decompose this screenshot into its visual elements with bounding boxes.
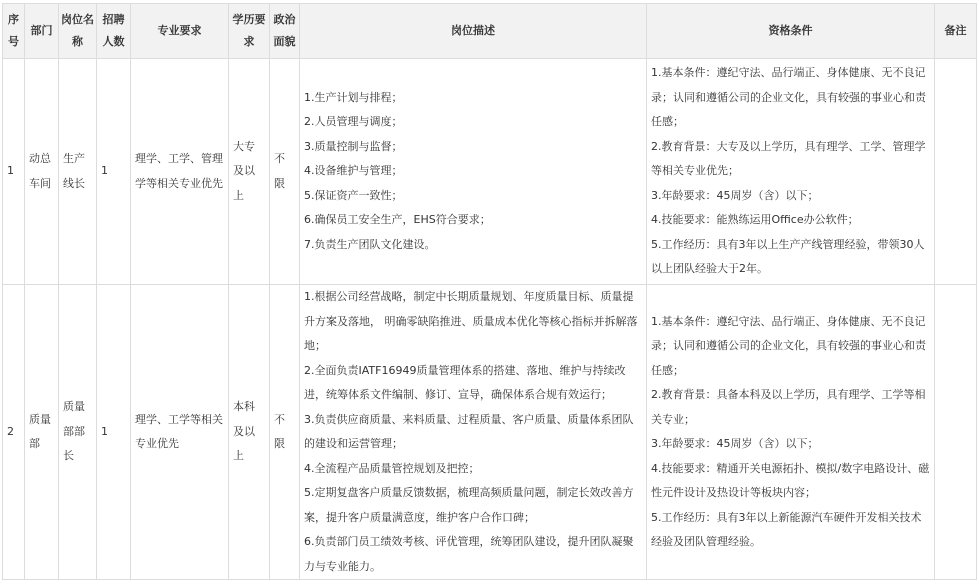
header-remark: 备注: [935, 4, 977, 59]
cell-position: 质量部部长: [59, 285, 97, 580]
description-line: 4.设备维护与管理；: [304, 164, 403, 178]
description-line: 5.保证资产一致性；: [304, 188, 403, 202]
description-line: 6.确保员工安全生产，EHS符合要求；: [304, 213, 491, 227]
description-line: 5.定期复盘客户质量反馈数据，梳理高频质量问题，制定长效改善方案，提升客户质量满意度，维护客户合作口碑；: [304, 486, 634, 524]
cell-department: 动总车间: [25, 59, 59, 285]
description-line: 6.负责部门员工绩效考核、评优管理，统筹团队建设，提升团队凝聚力与专业能力。: [304, 535, 634, 573]
description-line: 2.全面负责IATF16949质量管理体系的搭建、落地、维护与持续改进，统筹体系文件编制、修订、宣导，确保体系合规有效运行；: [304, 363, 626, 401]
description-line: 7.负责生产团队文化建设。: [304, 237, 436, 251]
qualification-line: 2.教育背景：大专及以上学历，具有理学、工学、管理学等相关专业优先；: [651, 139, 926, 178]
header-qualifications: 资格条件: [647, 4, 935, 59]
qualification-line: 3.年龄要求：45周岁（含）以下；: [651, 188, 819, 202]
header-department: 部门: [25, 4, 59, 59]
cell-count: 1: [97, 59, 131, 285]
qualification-line: 5.工作经历：具有3年以上新能源汽车硬件开发相关技术经验及团队管理经验。: [651, 510, 922, 548]
qualification-line: 1.基本条件：遵纪守法、品行端正、身体健康、无不良记录；认同和遵循公司的企业文化，具有较强的事业心和责任感；: [651, 66, 926, 129]
cell-political: 不限: [270, 59, 300, 285]
description-line: 1.生产计划与排程；: [304, 90, 403, 104]
header-index: 序号: [3, 4, 25, 59]
header-political: 政治面貌: [270, 4, 300, 59]
cell-description: [300, 59, 647, 285]
qualification-line: 3.年龄要求：45周岁（含）以下；: [651, 437, 819, 450]
cell-political: 不限: [270, 285, 300, 580]
cell-position: 生产线长: [59, 59, 97, 285]
cell-index: 1: [3, 59, 25, 285]
cell-qualifications: [647, 59, 935, 285]
description-line: 2.人员管理与调度；: [304, 115, 403, 129]
qualification-line: 2.教育背景：具备本科及以上学历，具有理学、工学等相关专业；: [651, 388, 926, 426]
table-row: [3, 59, 977, 285]
description-line: 3.负责供应商质量、来料质量、过程质量、客户质量、质量体系团队的建设和运营管理；: [304, 412, 634, 450]
qualification-line: 4.技能要求：精通开关电源拓扑、模拟/数字电路设计、磁性元件设计及热设计等板块内容；: [651, 461, 930, 499]
cell-qualifications: [647, 285, 935, 580]
cell-remark: [935, 59, 977, 285]
qualification-line: 5.工作经历：具有3年以上生产产线管理经验，带领30人以上团队经验大于2年。: [651, 237, 925, 276]
description-line: 4.全流程产品质量管控规划及把控；: [304, 461, 480, 475]
cell-education: 大专及以上: [229, 59, 270, 285]
cell-remark: [935, 285, 977, 580]
cell-major: 理学、工学等相关专业优先: [131, 285, 229, 580]
description-line: 3.质量控制与监督；: [304, 139, 403, 153]
table-row: [3, 285, 977, 580]
header-major: 专业要求: [131, 4, 229, 59]
cell-description: [300, 285, 647, 580]
cell-department: 质量部: [25, 285, 59, 580]
header-education: 学历要求: [229, 4, 270, 59]
qualification-line: 4.技能要求：能熟练运用Office办公软件；: [651, 213, 859, 227]
cell-index: 2: [3, 285, 25, 580]
cell-count: 1: [97, 285, 131, 580]
description-line: 1.根据公司经营战略，制定中长期质量规划、年度质量目标、质量提升方案及落地， 明确零缺陷推进、质量成本优化等核心指标并拆解落地；: [304, 290, 638, 352]
header-position: 岗位名称: [59, 4, 97, 59]
header-row: [3, 4, 977, 59]
header-count: 招聘人数: [97, 4, 131, 59]
cell-major: 理学、工学、管理学等相关专业优先: [131, 59, 229, 285]
cell-education: 本科及以上: [229, 285, 270, 580]
recruitment-table: [2, 3, 977, 580]
header-description: 岗位描述: [300, 4, 647, 59]
qualification-line: 1.基本条件：遵纪守法、品行端正、身体健康、无不良记录；认同和遵循公司的企业文化，具有较强的事业心和责任感；: [651, 314, 926, 377]
